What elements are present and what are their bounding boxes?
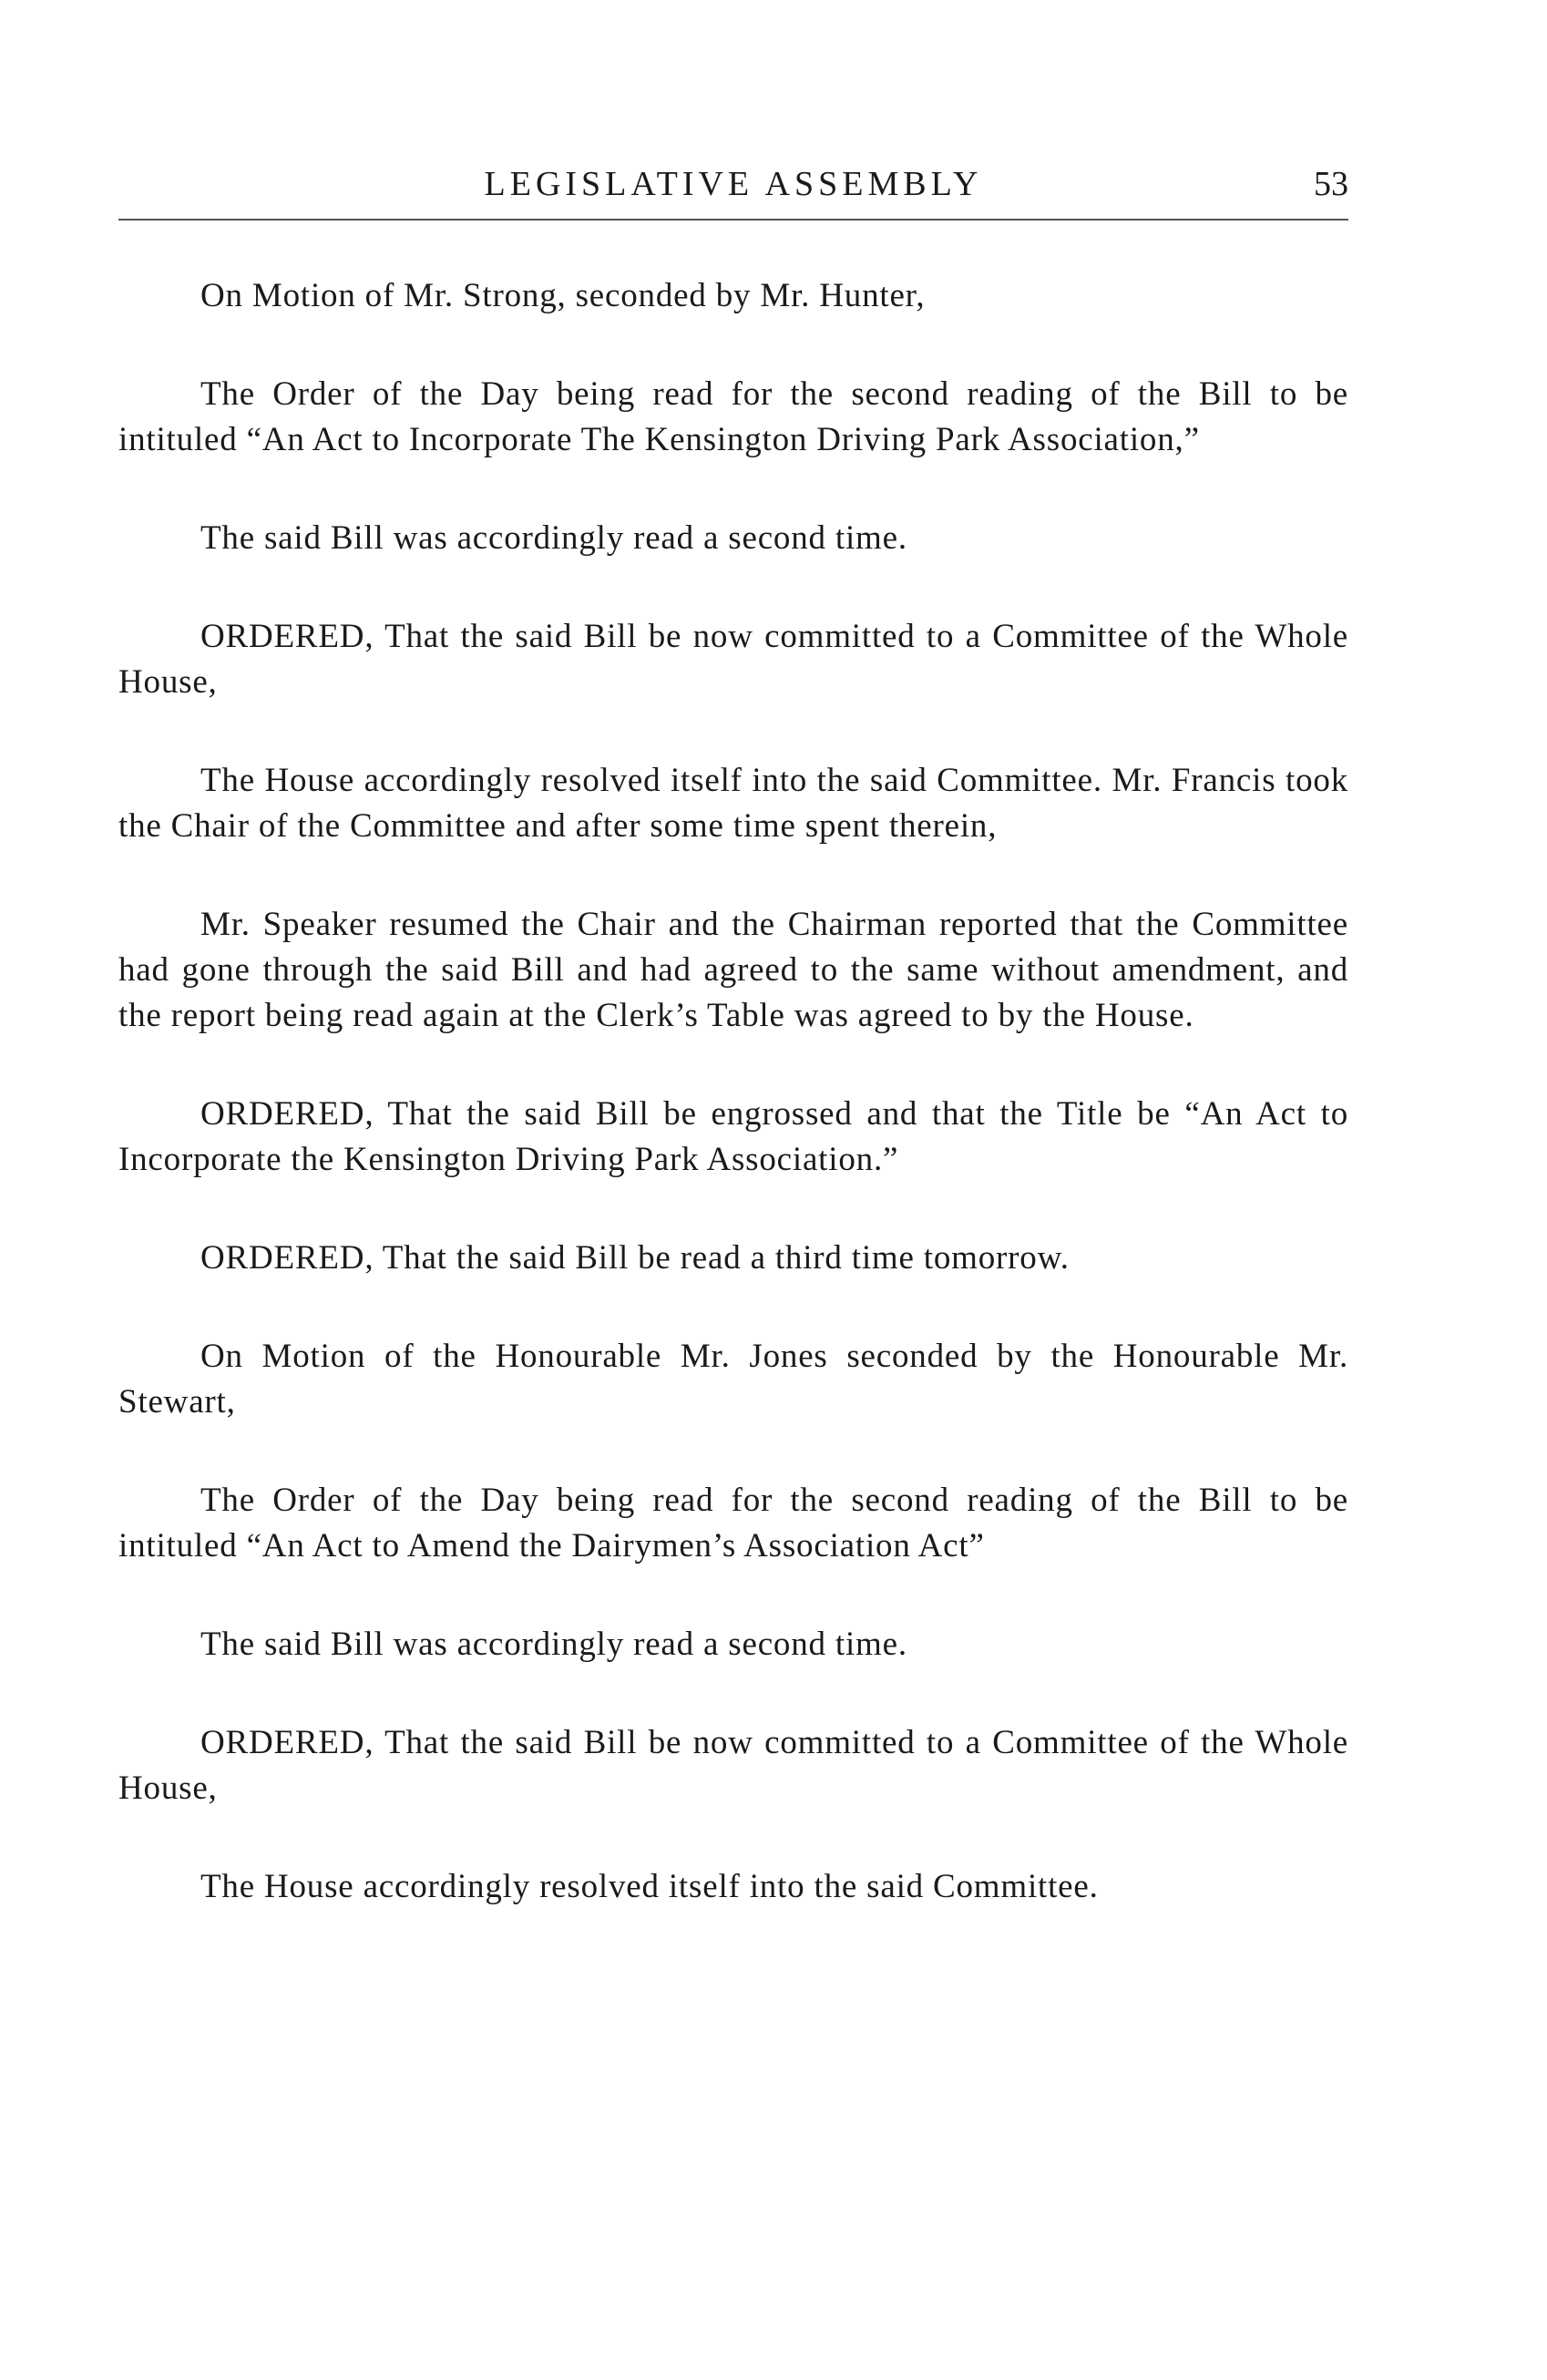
page-number: 53: [1314, 165, 1348, 203]
paragraph-motion-strong: On Motion of Mr. Strong, seconded by Mr. Hunter,: [200, 277, 926, 314]
paragraph-house-resolved-dairymen: The House accordingly resolved itself into the said Committee.: [200, 1868, 1099, 1905]
paragraph-ordered-committed-dairymen: ORDERED, That the said Bill be now committed to a Committee of the Whole House,: [118, 1724, 1348, 1807]
header-rule: [118, 219, 1348, 221]
body-text: [118, 273, 1348, 1963]
paragraph-ordered-engrossed: ORDERED, That the said Bill be engrossed and that the Title be “An Act to Incorporate the Kensington Driving Park Association.”: [118, 1095, 1348, 1178]
paragraph-ordered-committed: ORDERED, That the said Bill be now committed to a Committee of the Whole House,: [118, 618, 1348, 701]
paragraph-house-resolved: The House accordingly resolved itself into the said Committee. Mr. Francis took the Chair of the Committee and after some time spent therein,: [118, 762, 1348, 845]
paragraph-second-reading-dairymen: The said Bill was accordingly read a second time.: [200, 1626, 907, 1663]
paragraph-order-of-day-kensington: The Order of the Day being read for the second reading of the Bill to be intituled “An Act to Incorporate The Kensington Driving Park Association,”: [118, 375, 1348, 458]
running-head-title: LEGISLATIVE ASSEMBLY: [484, 165, 983, 203]
paragraph-order-of-day-dairymen: The Order of the Day being read for the second reading of the Bill to be intituled “An Act to Amend the Dairymen’s Association Act”: [118, 1482, 1348, 1564]
paragraph-speaker-resumed: Mr. Speaker resumed the Chair and the Chairman reported that the Committee had gone through the said Bill and had agreed to the same without amendment, and the report being read again at the Clerk’s Table was agreed to by the House.: [118, 906, 1348, 1034]
paragraph-motion-jones: On Motion of the Honourable Mr. Jones seconded by the Honourable Mr. Stewart,: [118, 1338, 1348, 1421]
running-head: [118, 164, 1348, 219]
paragraph-second-reading: The said Bill was accordingly read a second time.: [200, 519, 907, 557]
paragraph-ordered-third-reading: ORDERED, That the said Bill be read a third time tomorrow.: [200, 1239, 1070, 1277]
